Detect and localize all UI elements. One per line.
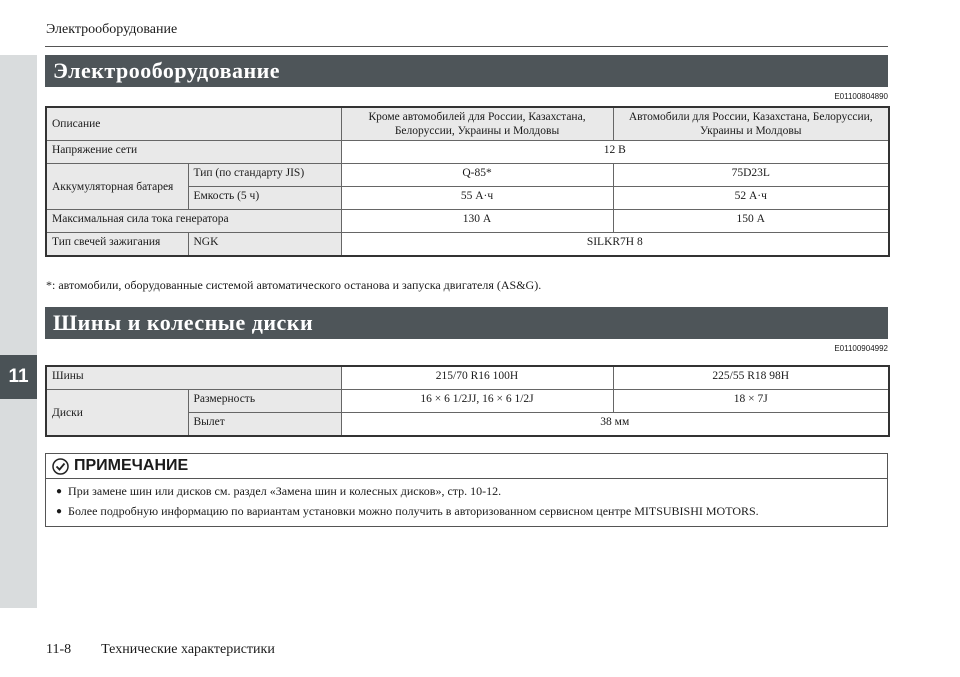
section-title-tires: Шины и колесные диски xyxy=(45,307,888,339)
side-margin-strip xyxy=(0,55,37,608)
tires-b: 225/55 R18 98H xyxy=(613,366,889,390)
battery-type-russia: 75D23L xyxy=(613,164,889,187)
row-label-wheels: Диски xyxy=(46,390,188,437)
note-header xyxy=(46,454,887,479)
capacity-other: 55 А·ч xyxy=(341,187,613,210)
row-label-battery: Аккумуляторная батарея xyxy=(46,164,188,210)
row-label-offset: Вылет xyxy=(188,413,341,437)
electrical-spec-table xyxy=(45,106,890,257)
section-code-electrical: E01100804890 xyxy=(834,92,888,101)
row-label-generator: Максимальная сила тока генератора xyxy=(46,210,341,233)
chapter-tab: 11 xyxy=(0,355,37,399)
table-row xyxy=(46,233,889,257)
header-rule xyxy=(45,46,888,47)
running-header: Электрооборудование xyxy=(46,22,178,37)
tires-a: 215/70 R16 100H xyxy=(341,366,613,390)
size-a: 16 × 6 1/2JJ, 16 × 6 1/2J xyxy=(341,390,613,413)
table-row xyxy=(46,141,889,164)
table-header-row xyxy=(46,107,889,141)
battery-type-other: Q-85* xyxy=(341,164,613,187)
table-row xyxy=(46,164,889,187)
generator-russia: 150 А xyxy=(613,210,889,233)
list-item: ● При замене шин или дисков см. раздел «Замена шин и колесных дисков», стр. 10-12. xyxy=(56,482,879,502)
capacity-russia: 52 А·ч xyxy=(613,187,889,210)
voltage-value: 12 В xyxy=(341,141,889,164)
section-code-tires: E01100904992 xyxy=(834,344,888,353)
footnote-asg: *: автомобили, оборудованные системой автоматического останова и запуска двигателя (AS&G). xyxy=(46,278,542,292)
size-b: 18 × 7J xyxy=(613,390,889,413)
header-col-russia: Автомобили для России, Казахстана, Белоруссии, Украины и Молдовы xyxy=(613,107,889,141)
list-item: ● Более подробную информацию по вариантам установки можно получить в авторизованном сервисном центре MITSUBISHI MOTORS. xyxy=(56,502,879,522)
table-row xyxy=(46,210,889,233)
tires-spec-table xyxy=(45,365,890,437)
spark-plug-value: SILKR7H 8 xyxy=(341,233,889,257)
checkmark-icon xyxy=(52,458,69,475)
section-title-electrical: Электрооборудование xyxy=(45,55,888,87)
row-label-spark-plug: Тип свечей зажигания xyxy=(46,233,188,257)
row-label-capacity: Емкость (5 ч) xyxy=(188,187,341,210)
footer-section: Технические характеристики xyxy=(101,642,275,657)
header-description: Описание xyxy=(46,107,341,141)
note-box xyxy=(45,453,888,527)
offset-value: 38 мм xyxy=(341,413,889,437)
page-footer xyxy=(46,642,305,658)
row-label-battery-type: Тип (по стандарту JIS) xyxy=(188,164,341,187)
header-col-other: Кроме автомобилей для России, Казахстана, Белоруссии, Украины и Молдовы xyxy=(341,107,613,141)
note-title: ПРИМЕЧАНИЕ xyxy=(74,457,189,474)
row-label-voltage: Напряжение сети xyxy=(46,141,341,164)
page-number: 11-8 xyxy=(46,642,72,657)
row-label-size: Размерность xyxy=(188,390,341,413)
row-label-tires: Шины xyxy=(46,366,341,390)
note-body xyxy=(46,479,887,526)
table-row xyxy=(46,390,889,413)
spark-plug-brand: NGK xyxy=(188,233,341,257)
table-row xyxy=(46,366,889,390)
generator-other: 130 А xyxy=(341,210,613,233)
